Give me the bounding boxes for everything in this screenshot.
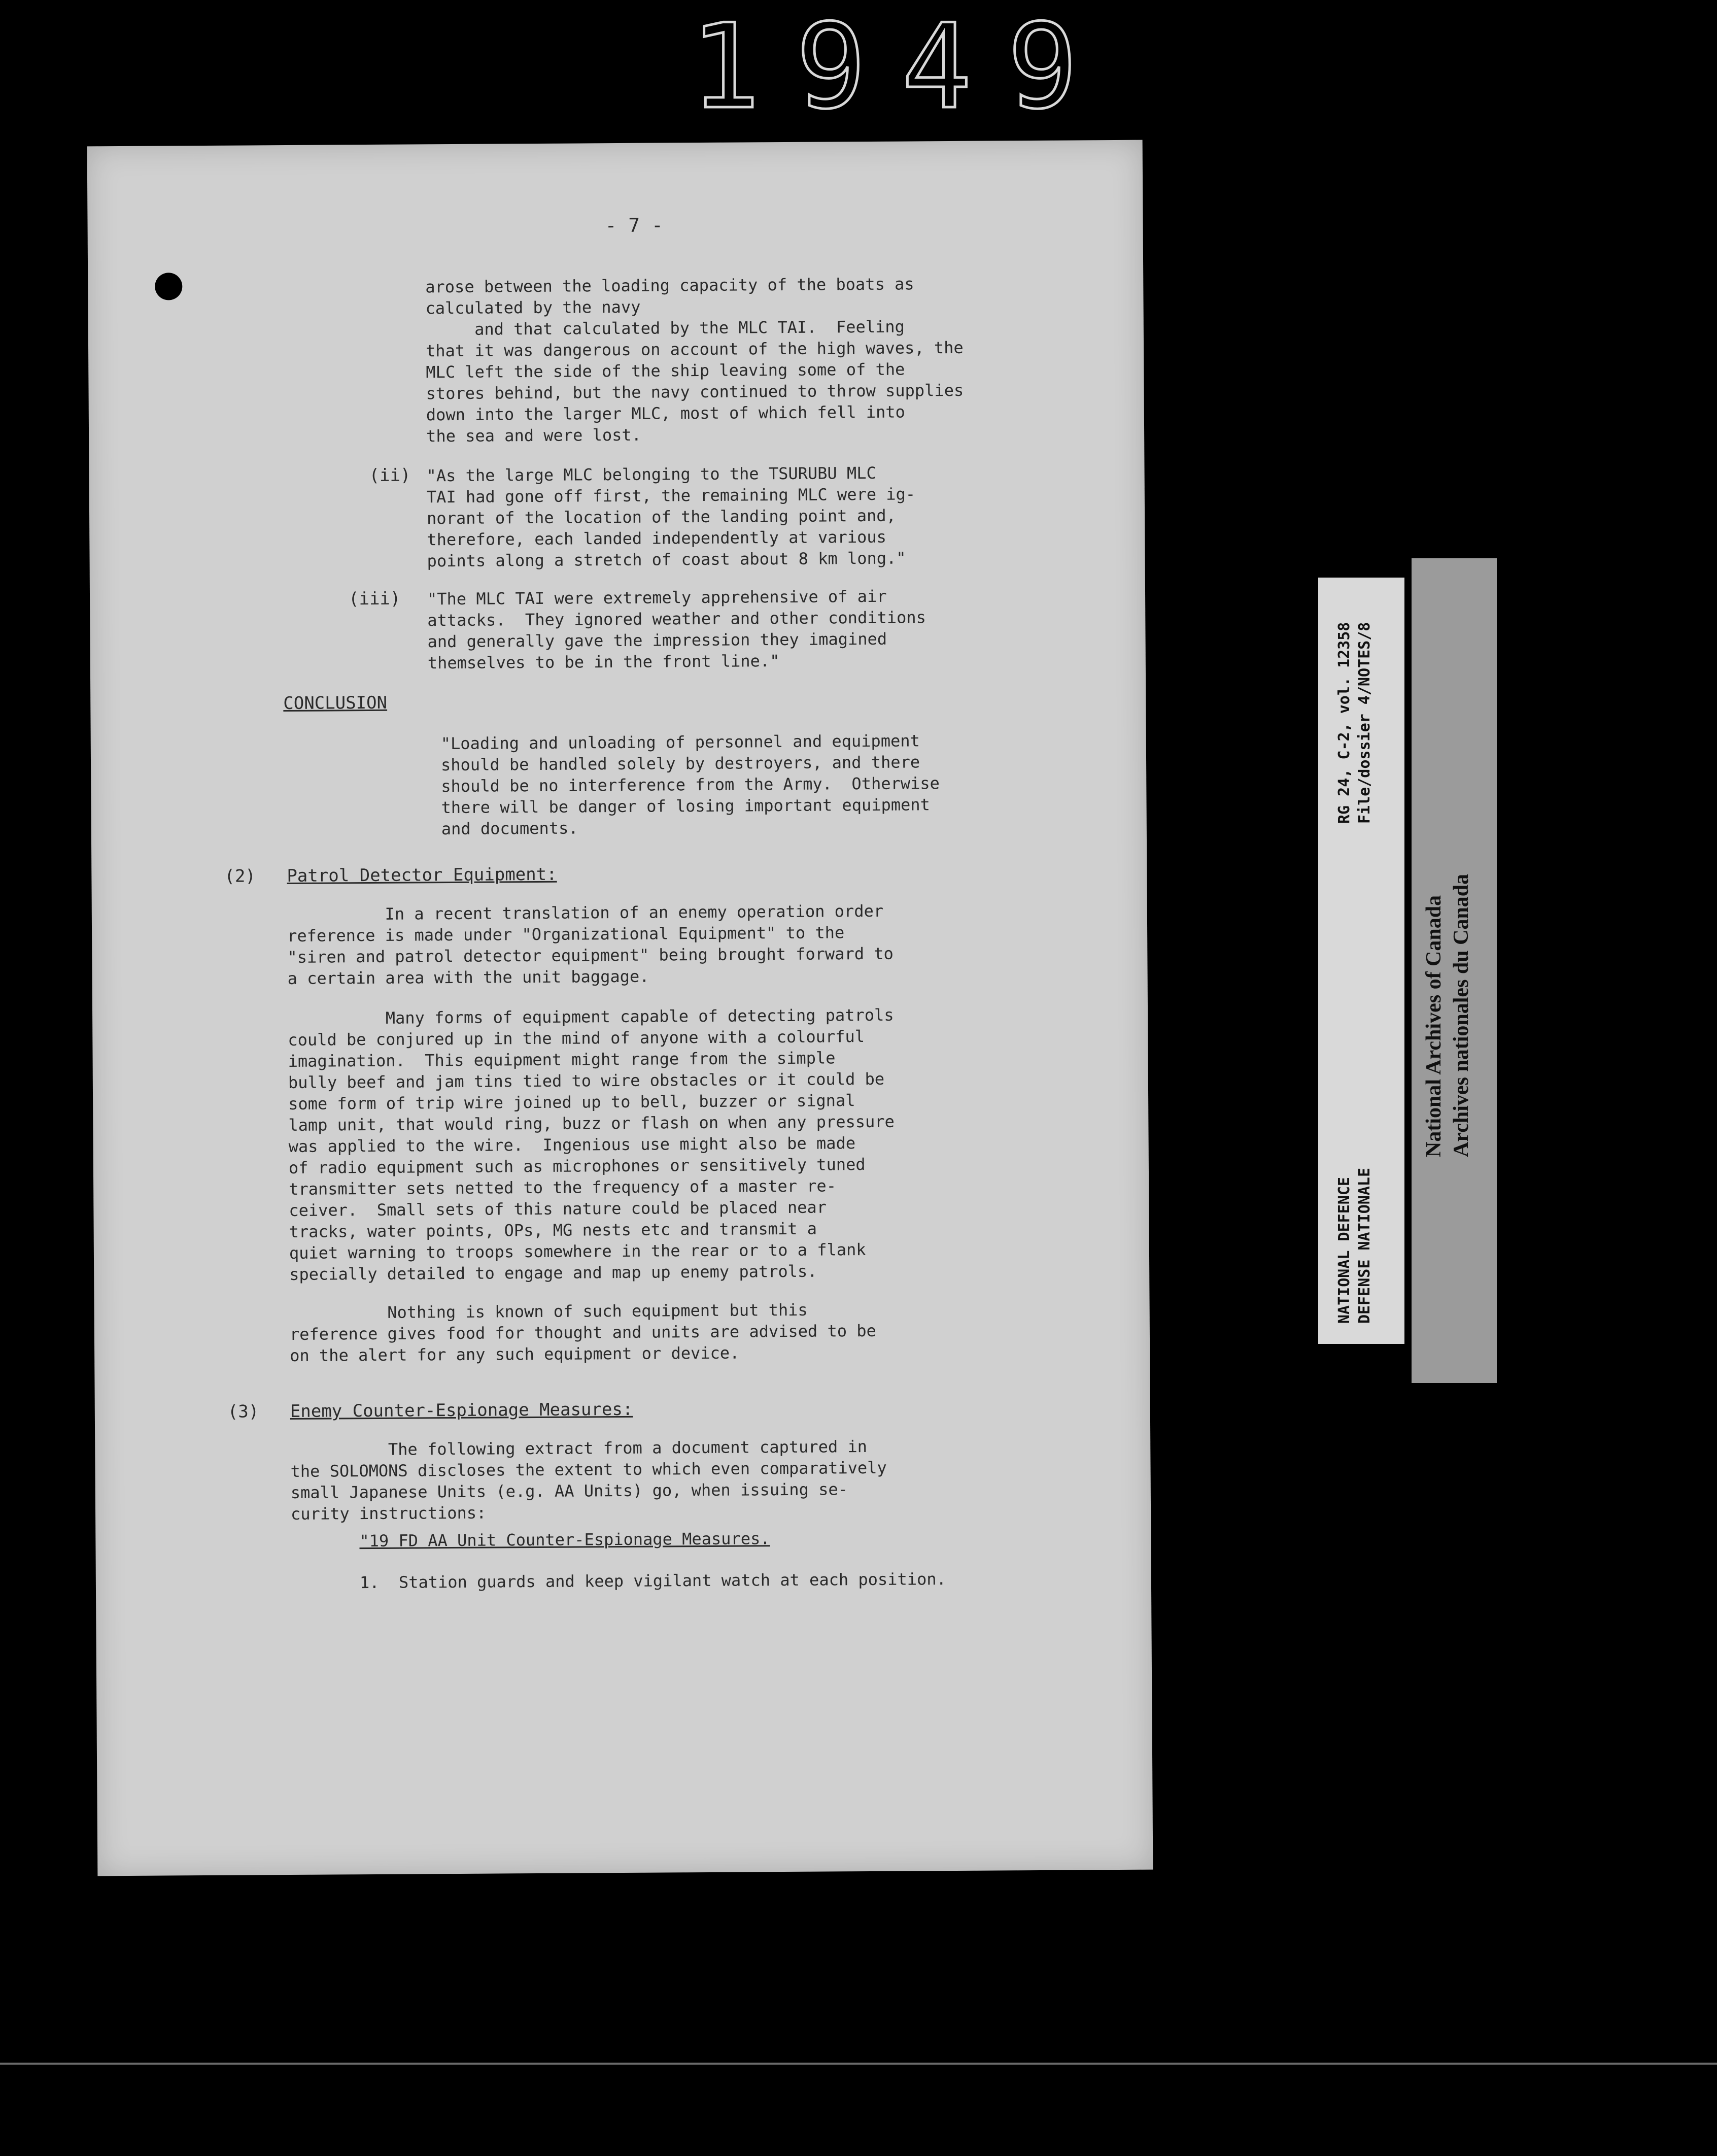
intro-paragraph: arose between the loading capacity of the boats as calculated by the navy and that calculated by the MLC TAI. Feeling that it was dangerous on account of the high waves, the MLC left the side of the ship leaving some of the stores behind, but the navy continued to throw supplies down into the larger MLC, most of which fell into the sea and were lost. [425,274,964,446]
section-3-number: (3) [227,1401,259,1422]
conclusion-paragraph: "Loading and unloading of personnel and equipment should be handled solely by destroyers, and there should be no interference from the Army. Otherwise there will be danger of losing important equipment and documents. [440,731,940,839]
page-number: - 7 - [605,214,664,237]
frame-number: 1949 [690,0,1113,135]
section-2-paragraph-1: In a recent translation of an enemy operation order reference is made under "Organizational Equipment" to the "siren and patrol detector equipment" being brought forward to a certain area with the unit baggage. [287,901,894,989]
extract-item-1: 1. Station guards and keep vigilant watch at each position. [359,1569,946,1593]
archives-line-1: National Archives of Canada [1422,895,1446,1157]
document-page [87,140,1153,1876]
section-2-number: (2) [224,866,256,887]
archives-line-2: Archives nationales du Canada [1450,873,1473,1157]
department-line-2: DEFENSE NATIONALE [1356,1167,1373,1324]
item-iii-label: (iii) [348,588,401,610]
section-2-paragraph-3: Nothing is known of such equipment but this reference gives food for thought and units are advised to be on the alert for any such equipment or device. [289,1300,876,1365]
section-2-heading: Patrol Detector Equipment: [287,864,557,887]
film-edge-line [0,2063,1717,2065]
punch-hole [155,273,182,300]
reference-line-1: RG 24, C-2, vol. 12358 [1335,622,1353,824]
department-line-1: NATIONAL DEFENCE [1335,1177,1353,1324]
section-3-heading: Enemy Counter-Espionage Measures: [290,1399,633,1422]
reference-line-2: File/dossier 4/NOTES/8 [1356,622,1373,824]
section-2-paragraph-2: Many forms of equipment capable of detecting patrols could be conjured up in the mind of anyone with a colourful imagination. This equipment might range from the simple bully beef and jam tins tied to wire obstacles or it could be some form of trip wire joined up to bell, buzzer or signal lamp unit, that would ring, buzz or flash on when any pressure was applied to the wire. Ingenious use might also be made of radio equipment such as microphones or sensitively tuned transmitter sets netted to the frequency of a master re- ceiver. Small sets of this nature could be placed near tracks, water points, OPs, MG nests etc and transmit a quiet warning to troops somewhere in the rear or to a flank specially detailed to engage and map up enemy patrols. [288,1005,895,1284]
conclusion-heading: CONCLUSION [283,692,388,714]
section-3-paragraph-1: The following extract from a document captured in the SOLOMONS discloses the extent to which even comparatively small Japanese Units (e.g. AA Units) go, when issuing se- curity instructions: [290,1437,887,1524]
defence-reference-stamp [1318,578,1404,1344]
extract-heading: "19 FD AA Unit Counter-Espionage Measures. [359,1529,770,1551]
item-ii-label: (ii) [369,465,411,486]
item-iii-paragraph: "The MLC TAI were extremely apprehensive of air attacks. They ignored weather and other conditions and generally gave the impression they imagined themselves to be in the front line." [427,586,926,673]
archives-stamp [1412,558,1497,1383]
item-ii-paragraph: "As the large MLC belonging to the TSURUBU MLC TAI had gone off first, the remaining MLC were ig- norant of the location of the landing point and, therefore, each landed independently at various points along a stretch of coast about 8 km long." [426,463,916,571]
